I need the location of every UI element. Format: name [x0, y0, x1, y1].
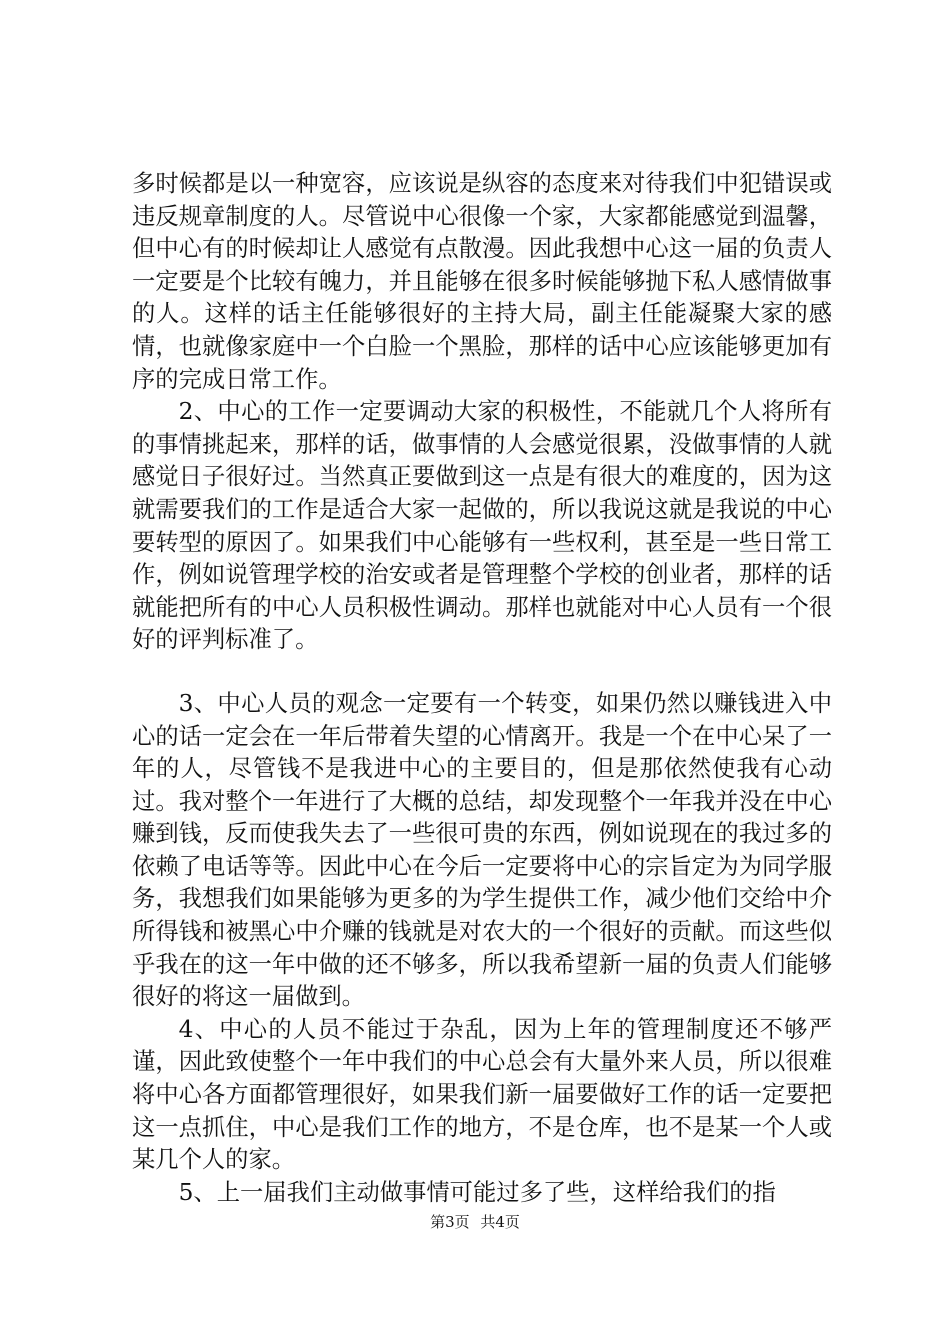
- page-number: 第3页: [430, 1213, 470, 1231]
- paragraph-item-3: 3、中心人员的观念一定要有一个转变，如果仍然以赚钱进入中心的话一定会在一年后带着失望的心情离开。我是一个在中心呆了一年的人，尽管钱不是我进中心的主要目的，但是那依然使我有心动过。我对整个一年进行了大概的总结，却发现整个一年我并没在中心赚到钱，反而使我失去了一些很可贵的东西，例如说现在的我过多的依赖了电话等等。因此中心在今后一定要将中心的宗旨定为为同学服务，我想我们如果能够为更多的为学生提供工作，减少他们交给中介所得钱和被黑心中介赚的钱就是对农大的一个很好的贡献。而这些似乎我在的这一年中做的还不够多，所以我希望新一届的负责人们能够很好的将这一届做到。: [132, 689, 832, 1011]
- paragraph-item-5: 5、上一届我们主动做事情可能过多了些，这样给我们的指: [178, 1178, 776, 1206]
- paragraph-spacer: [132, 657, 832, 688]
- paragraph-item-4: 4、中心的人员不能过于杂乱，因为上年的管理制度还不够严谨，因此致使整个一年中我们的中心总会有大量外来人员，所以很难将中心各方面都管理很好，如果我们新一届要做好工作的话一定要把这一点抓住，中心是我们工作的地方，不是仓库，也不是某一个人或某几个人的家。: [132, 1015, 832, 1174]
- paragraph-item-2: 2、中心的工作一定要调动大家的积极性，不能就几个人将所有的事情挑起来，那样的话，做事情的人会感觉很累，没做事情的人就感觉日子很好过。当然真正要做到这一点是有很大的难度的，因为这就需要我们的工作是适合大家一起做的，所以我说这就是我说的中心要转型的原因了。如果我们中心能够有一些权利，甚至是一些日常工作，例如说管理学校的治安或者是管理整个学校的创业者，那样的话就能把所有的中心人员积极性调动。那样也就能对中心人员有一个很好的评判标准了。: [132, 398, 832, 654]
- paragraph-continued: 多时候都是以一种宽容，应该说是纵容的态度来对待我们中犯错误或违反规章制度的人。尽管说中心很像一个家，大家都能感觉到温馨，但中心有的时候却让人感觉有点散漫。因此我想中心这一届的负责人一定要是个比较有魄力，并且能够在很多时候能够抛下私人感情做事的人。这样的话主任能够很好的主持大局，副主任能凝聚大家的感情，也就像家庭中一个白脸一个黑脸，那样的话中心应该能够更加有序的完成日常工作。: [132, 170, 832, 393]
- page-footer: [0, 1212, 950, 1232]
- page-total: 共4页: [480, 1213, 520, 1231]
- document-body: [132, 168, 832, 1209]
